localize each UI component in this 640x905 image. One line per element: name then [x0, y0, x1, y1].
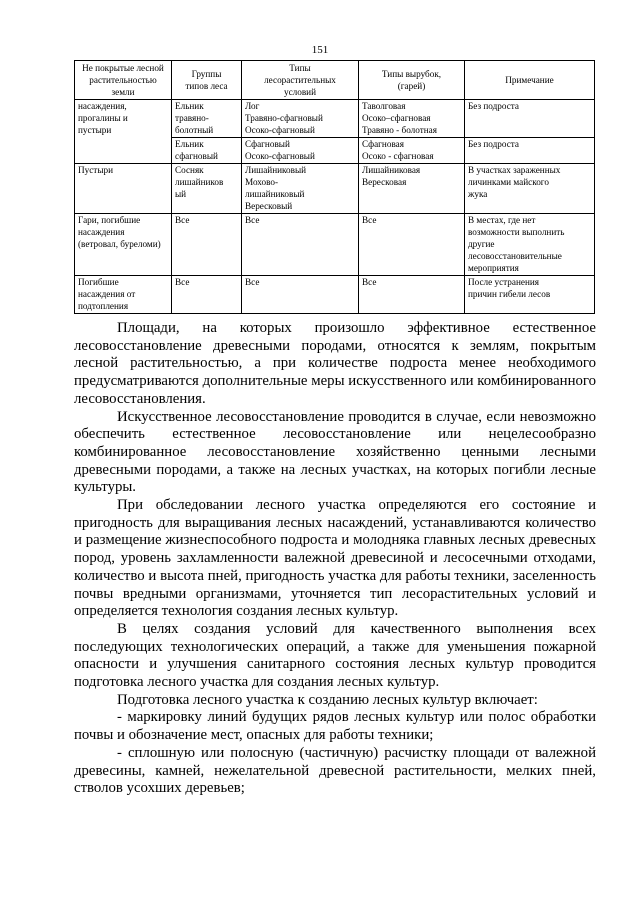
header-growing-conditions: Типы лесорастительных условий: [242, 61, 359, 100]
cell-group: Все: [172, 214, 242, 276]
page-number: 151: [311, 44, 329, 56]
paragraph: При обследовании лесного участка определяются его состояние и пригодность для выращивания лесных насаждений, устанавливаются количество и размещение жизнеспособного подроста и молодняка главных лесных древесных пород, уровень захламленности валежной древесиной и лесосечными отходами, количество и высота пней, пригодность участка для работы техники, заселенность почвы вредными организмами, уточняется тип лесорастительных условий и определяется технология создания лесных культур.: [74, 497, 596, 620]
cell-note: Без подроста: [465, 100, 595, 138]
header-land: Не покрытые лесной растительностью земли: [75, 61, 172, 100]
list-item: - сплошную или полосную (частичную) расчистку площади от валежной древесины, камней, нежелательной древесной растительности, мелких пней, стволов усохших деревьев;: [74, 744, 596, 797]
cell-cuttings: Таволговая Осоко–сфагновая Травяно - болотная: [359, 100, 465, 138]
table-row: [75, 100, 595, 138]
paragraph: В целях создания условий для качественного выполнения всех последующих технологических операций, а также для уменьшения пожарной опасности и улучшения санитарного состояния лесных культур проводится подготовка лесного участка для создания лесных культур.: [74, 620, 596, 691]
paragraph: Подготовка лесного участка к созданию лесных культур включает:: [117, 691, 538, 708]
table-row: [75, 214, 595, 276]
paragraph: Площади, на которых произошло эффективное естественное лесовосстановление древесными породами, относятся к землям, покрытым лесной растительностью, а при количестве подроста менее необходимого предусматриваются дополнительные меры искусственного или комбинированного лесовосстановления.: [74, 320, 596, 407]
cell-conditions: Все: [242, 276, 359, 314]
cell-group: Сосняк лишайников ый: [172, 164, 242, 214]
cell-note: Без подроста: [465, 138, 595, 164]
cell-note: После устранения причин гибели лесов: [465, 276, 595, 314]
header-forest-group: Группы типов леса: [172, 61, 242, 100]
forest-types-table: [74, 60, 595, 314]
header-note: Примечание: [465, 61, 595, 100]
list-item: - маркировку линий будущих рядов лесных культур или полос обработки почвы и обозначение мест, опасных для работы техники;: [74, 709, 596, 744]
cell-land: Погибшие насаждения от подтопления: [75, 276, 172, 314]
header-cutting-types: Типы вырубок, (гарей): [359, 61, 465, 100]
cell-conditions: Все: [242, 214, 359, 276]
cell-cuttings: Лишайниковая Вересковая: [359, 164, 465, 214]
cell-land: Гари, погибшие насаждения (ветровал, буреломи): [75, 214, 172, 276]
cell-group: Ельник травяно- болотный: [172, 100, 242, 138]
cell-group: Все: [172, 276, 242, 314]
cell-land: Пустыри: [75, 164, 172, 214]
body-text: [74, 320, 596, 798]
table-row: [75, 164, 595, 214]
cell-note: В участках зараженных личинками майского жука: [465, 164, 595, 214]
cell-group: Ельник сфагновый: [172, 138, 242, 164]
cell-conditions: Лог Травяно-сфагновый Осоко-сфагновый: [242, 100, 359, 138]
cell-cuttings: Сфагновая Осоко - сфагновая: [359, 138, 465, 164]
cell-cuttings: Все: [359, 214, 465, 276]
cell-note: В местах, где нет возможности выполнить другие лесовосстановительные мероприятия: [465, 214, 595, 276]
cell-conditions: Лишайниковый Мохово- лишайниковый Вересковый: [242, 164, 359, 214]
cell-land: насаждения, прогалины и пустыри: [75, 100, 172, 164]
cell-cuttings: Все: [359, 276, 465, 314]
table-row: [75, 276, 595, 314]
cell-conditions: Сфагновый Осоко-сфагновый: [242, 138, 359, 164]
paragraph: Искусственное лесовосстановление проводится в случае, если невозможно обеспечить естественное лесовосстановление или нецелесообразно комбинированное лесовосстановление хозяйственно ценными лесными древесными породами, а также на лесных участках, на которых погибли лесные культуры.: [74, 408, 596, 496]
table-header-row: [75, 61, 595, 100]
